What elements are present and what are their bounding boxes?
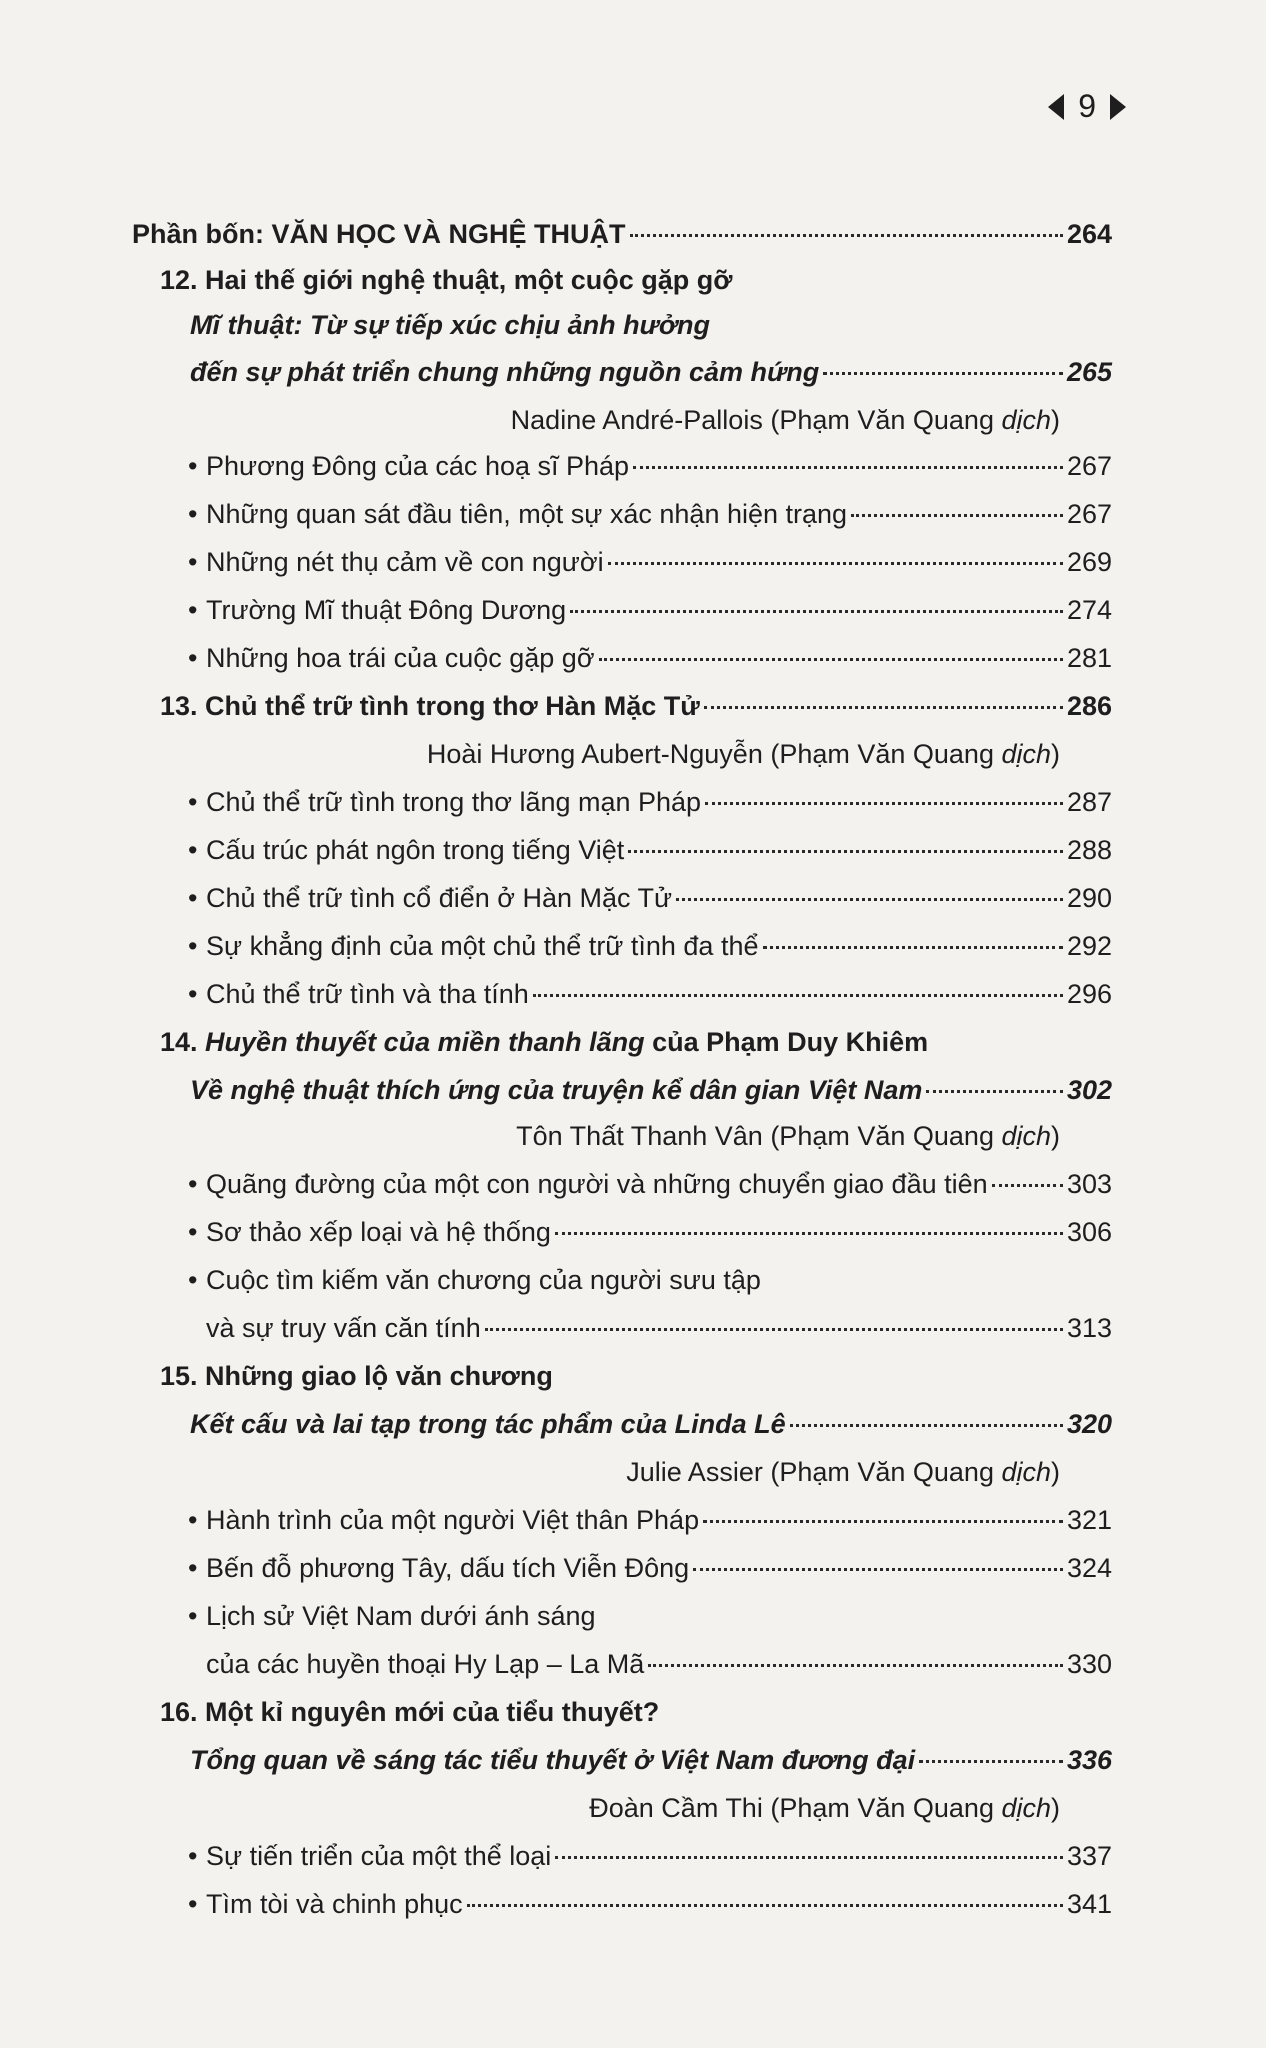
item-label: Trường Mĩ thuật Đông Dương xyxy=(206,595,567,625)
item-label: Bến đỗ phương Tây, dấu tích Viễn Đông xyxy=(206,1553,690,1583)
author-name: Đoàn Cầm Thi (Phạm Văn Quang xyxy=(589,1793,1002,1823)
author-close: ) xyxy=(1051,1121,1060,1151)
chapter-title-rest: của Phạm Duy Khiêm xyxy=(644,1027,929,1057)
translator-note: dịch xyxy=(1001,1121,1051,1151)
page-ref: 306 xyxy=(1066,1217,1112,1247)
chapter-subtitle-entry[interactable] xyxy=(190,1742,1112,1778)
item-label: Tìm tòi và chinh phục xyxy=(206,1889,463,1919)
dot-leader xyxy=(599,658,1063,661)
triangle-left-icon xyxy=(1048,94,1064,120)
toc-item-line[interactable]: • Lịch sử Việt Nam dưới ánh sáng xyxy=(188,1601,596,1631)
toc-item[interactable]: • Bến đỗ phương Tây, dấu tích Viễn Đông 324 xyxy=(188,1550,1112,1586)
page-ref: 296 xyxy=(1066,979,1112,1009)
page-ref: 286 xyxy=(1066,691,1112,721)
dot-leader xyxy=(992,1184,1063,1187)
toc-item[interactable]: • Chủ thể trữ tình trong thơ lãng mạn Pháp 287 xyxy=(188,784,1112,820)
toc-item[interactable]: • Cấu trúc phát ngôn trong tiếng Việt 288 xyxy=(188,832,1112,868)
page-ref: 320 xyxy=(1066,1409,1112,1439)
page-ref: 313 xyxy=(1066,1313,1112,1343)
chapter-title[interactable]: 12. Hai thế giới nghệ thuật, một cuộc gặp gỡ xyxy=(160,265,733,295)
page-ref: 302 xyxy=(1066,1075,1112,1105)
author-line xyxy=(516,1118,1060,1154)
chapter-entry[interactable] xyxy=(160,688,1112,724)
item-label: và sự truy vấn căn tính xyxy=(206,1313,481,1343)
item-label: Chủ thể trữ tình và tha tính xyxy=(206,979,529,1009)
item-label: Lịch sử Việt Nam dưới ánh sáng xyxy=(206,1601,596,1631)
toc-item[interactable]: • Sự tiến triển của một thể loại 337 xyxy=(188,1838,1112,1874)
dot-leader xyxy=(926,1090,1063,1093)
author-line xyxy=(511,402,1060,438)
translator-note: dịch xyxy=(1001,405,1051,435)
chapter-subtitle: Kết cấu và lai tạp trong tác phẩm của Linda Lê xyxy=(190,1409,786,1439)
dot-leader xyxy=(485,1328,1063,1331)
page-ref: 267 xyxy=(1066,451,1112,481)
dot-leader xyxy=(467,1904,1063,1907)
dot-leader xyxy=(533,994,1063,997)
translator-note: dịch xyxy=(1001,739,1051,769)
chapter-subtitle-entry[interactable] xyxy=(190,1406,1112,1442)
dot-leader xyxy=(555,1232,1063,1235)
author-name: Hoài Hương Aubert-Nguyễn (Phạm Văn Quang xyxy=(426,739,1002,769)
chapter-subtitle-entry[interactable] xyxy=(190,1072,1112,1108)
toc-item[interactable]: • Trường Mĩ thuật Đông Dương 274 xyxy=(188,592,1112,628)
page-ref: 265 xyxy=(1066,357,1112,387)
page-ref: 337 xyxy=(1066,1841,1112,1871)
dot-leader xyxy=(648,1664,1063,1667)
page-ref: 290 xyxy=(1066,883,1112,913)
page-ref: 336 xyxy=(1066,1745,1112,1775)
chapter-subtitle: Mĩ thuật: Từ sự tiếp xúc chịu ảnh hưởng xyxy=(190,310,710,340)
item-label: Quãng đường của một con người và những chuyển giao đầu tiên xyxy=(206,1169,988,1199)
chapter-subtitle: Về nghệ thuật thích ứng của truyện kể dân gian Việt Nam xyxy=(190,1075,923,1105)
page-ref: 330 xyxy=(1066,1649,1112,1679)
item-label: Những hoa trái của cuộc gặp gỡ xyxy=(206,643,595,673)
dot-leader xyxy=(823,372,1063,375)
author-close: ) xyxy=(1051,1457,1060,1487)
toc-item[interactable]: • Sơ thảo xếp loại và hệ thống 306 xyxy=(188,1214,1112,1250)
author-name: Nadine André-Pallois (Phạm Văn Quang xyxy=(510,405,1002,435)
toc-item[interactable]: • Sự khẳng định của một chủ thể trữ tình đa thể 292 xyxy=(188,928,1112,964)
section-entry[interactable] xyxy=(132,216,1112,252)
toc-item[interactable]: • Chủ thể trữ tình và tha tính 296 xyxy=(188,976,1112,1012)
dot-leader xyxy=(703,1520,1063,1523)
author-name: Julie Assier (Phạm Văn Quang xyxy=(626,1457,1002,1487)
toc-item[interactable]: • Quãng đường của một con người và những chuyển giao đầu tiên 303 xyxy=(188,1166,1112,1202)
author-close: ) xyxy=(1051,1793,1060,1823)
chapter-subtitle: đến sự phát triển chung những nguồn cảm hứng xyxy=(190,357,820,387)
item-label: Những quan sát đầu tiên, một sự xác nhận hiện trạng xyxy=(206,499,848,529)
triangle-right-icon xyxy=(1110,94,1126,120)
toc-item[interactable]: • Hành trình của một người Việt thân Pháp 321 xyxy=(188,1502,1112,1538)
chapter-title: 13. Chủ thể trữ tình trong thơ Hàn Mặc Tử xyxy=(160,691,700,721)
author-line xyxy=(626,1454,1060,1490)
page-ref: 288 xyxy=(1066,835,1112,865)
toc-item[interactable] xyxy=(206,1310,1112,1346)
item-label: Chủ thể trữ tình cổ điển ở Hàn Mặc Tử xyxy=(206,883,673,913)
dot-leader xyxy=(763,946,1063,949)
dot-leader xyxy=(676,898,1063,901)
chapter-subtitle: Tổng quan về sáng tác tiểu thuyết ở Việt Nam đương đại xyxy=(190,1745,916,1775)
toc-item[interactable]: • Chủ thể trữ tình cổ điển ở Hàn Mặc Tử 290 xyxy=(188,880,1112,916)
toc-item[interactable] xyxy=(206,1646,1112,1682)
chapter-number: 14. xyxy=(160,1027,206,1057)
toc-item[interactable]: • Những nét thụ cảm về con người 269 xyxy=(188,544,1112,580)
toc-item[interactable]: • Những hoa trái của cuộc gặp gỡ 281 xyxy=(188,640,1112,676)
chapter-title[interactable]: 16. Một kỉ nguyên mới của tiểu thuyết? xyxy=(160,1697,660,1727)
page-number: 9 xyxy=(1078,88,1096,124)
item-label: Sự tiến triển của một thể loại xyxy=(206,1841,552,1871)
page-ref: 341 xyxy=(1066,1889,1112,1919)
item-label: Sơ thảo xếp loại và hệ thống xyxy=(206,1217,551,1247)
author-close: ) xyxy=(1051,739,1060,769)
page-ref: 287 xyxy=(1066,787,1112,817)
item-label: Hành trình của một người Việt thân Pháp xyxy=(206,1505,700,1535)
toc-item[interactable]: • Những quan sát đầu tiên, một sự xác nhận hiện trạng 267 xyxy=(188,496,1112,532)
toc-item[interactable]: • Phương Đông của các hoạ sĩ Pháp 267 xyxy=(188,448,1112,484)
dot-leader xyxy=(628,850,1063,853)
translator-note: dịch xyxy=(1001,1793,1051,1823)
page-ref: 274 xyxy=(1066,595,1112,625)
dot-leader xyxy=(790,1424,1063,1427)
page-ref: 264 xyxy=(1066,219,1112,249)
page-ref: 281 xyxy=(1066,643,1112,673)
chapter-title-italic: Huyền thuyết của miền thanh lãng xyxy=(205,1027,645,1057)
item-label: Cấu trúc phát ngôn trong tiếng Việt xyxy=(206,835,625,865)
toc-item-line[interactable]: • Cuộc tìm kiếm văn chương của người sưu tập xyxy=(188,1265,761,1295)
section-title: Phần bốn: VĂN HỌC VÀ NGHỆ THUẬT xyxy=(132,219,626,249)
dot-leader xyxy=(630,234,1063,237)
dot-leader xyxy=(704,706,1063,709)
item-label: Những nét thụ cảm về con người xyxy=(206,547,604,577)
item-label: Sự khẳng định của một chủ thể trữ tình đa thể xyxy=(206,931,759,961)
page-ref: 324 xyxy=(1066,1553,1112,1583)
page-ref: 303 xyxy=(1066,1169,1112,1199)
dot-leader xyxy=(570,610,1063,613)
author-line xyxy=(589,1790,1060,1826)
chapter-title[interactable]: 15. Những giao lộ văn chương xyxy=(160,1361,553,1391)
author-line xyxy=(427,736,1060,772)
dot-leader xyxy=(608,562,1063,565)
page-number-header xyxy=(1048,88,1126,125)
chapter-title[interactable] xyxy=(160,1024,928,1060)
item-label: Phương Đông của các hoạ sĩ Pháp xyxy=(206,451,630,481)
dot-leader xyxy=(705,802,1063,805)
author-close: ) xyxy=(1051,405,1060,435)
dot-leader xyxy=(851,514,1063,517)
dot-leader xyxy=(919,1760,1063,1763)
page-ref: 269 xyxy=(1066,547,1112,577)
translator-note: dịch xyxy=(1001,1457,1051,1487)
item-label: Chủ thể trữ tình trong thơ lãng mạn Pháp xyxy=(206,787,702,817)
page-ref: 292 xyxy=(1066,931,1112,961)
page-ref: 267 xyxy=(1066,499,1112,529)
item-label: Cuộc tìm kiếm văn chương của người sưu tập xyxy=(206,1265,761,1295)
item-label: của các huyền thoại Hy Lạp – La Mã xyxy=(206,1649,645,1679)
dot-leader xyxy=(693,1568,1063,1571)
chapter-subtitle-entry[interactable] xyxy=(190,354,1112,390)
toc-item[interactable]: • Tìm tòi và chinh phục 341 xyxy=(188,1886,1112,1922)
author-name: Tôn Thất Thanh Vân (Phạm Văn Quang xyxy=(516,1121,1002,1151)
dot-leader xyxy=(555,1856,1063,1859)
dot-leader xyxy=(633,466,1063,469)
page-ref: 321 xyxy=(1066,1505,1112,1535)
